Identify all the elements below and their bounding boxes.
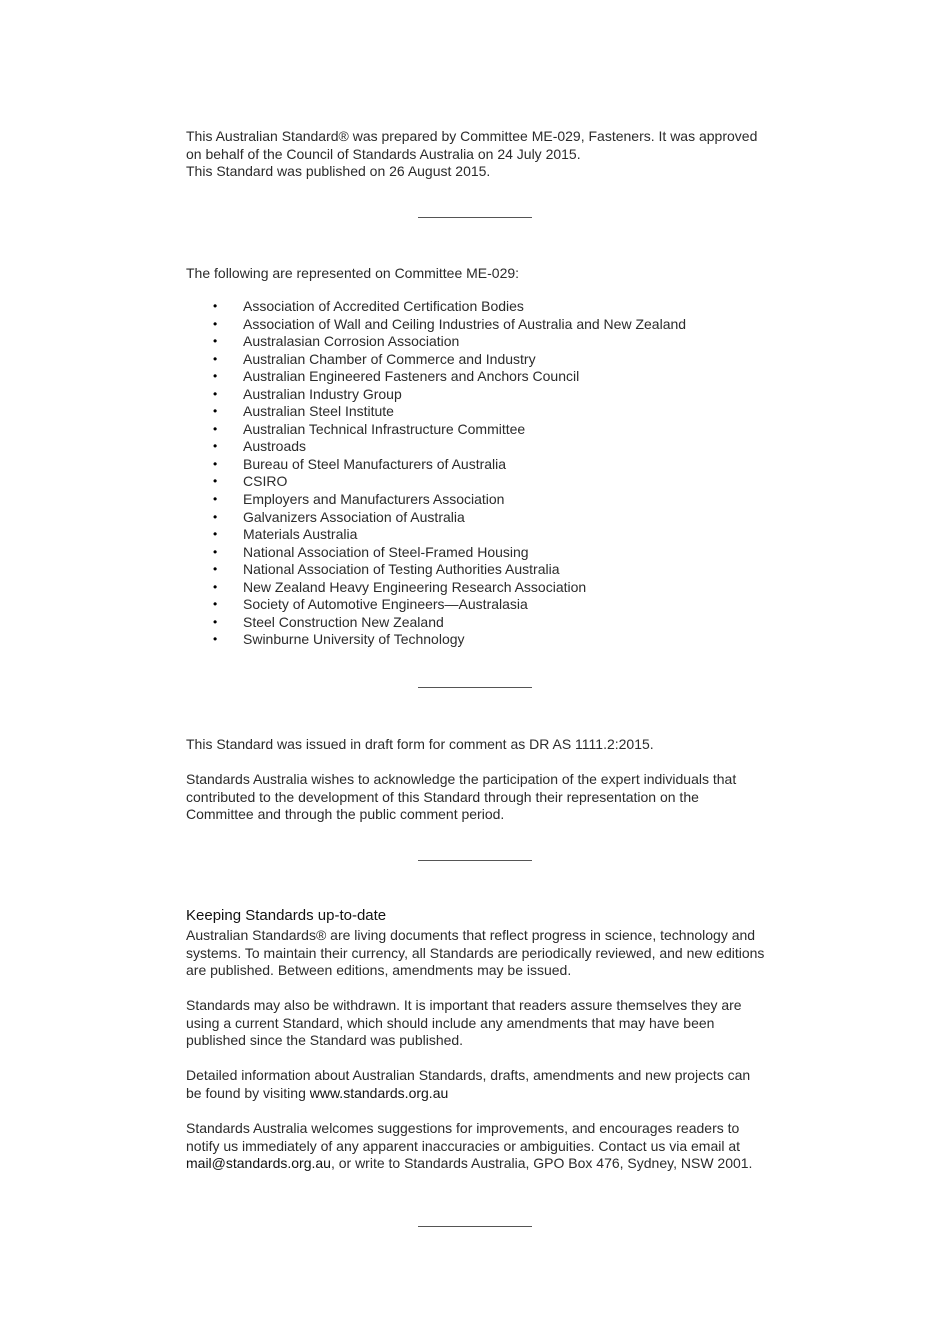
committee-member-item	[186, 614, 776, 632]
committee-member-name: Australian Chamber of Commerce and Industry	[243, 350, 536, 367]
bullet-icon: •	[213, 527, 218, 542]
ack-line-2: contributed to the development of this Standard through their representation on the	[186, 788, 699, 805]
committee-member-item	[186, 403, 776, 421]
section-divider-1	[418, 217, 532, 218]
bullet-icon: •	[213, 579, 218, 594]
committee-intro-text: The following are represented on Committee ME-029:	[186, 265, 520, 281]
draft-statement	[186, 736, 776, 754]
p2-line-1: Standards may also be withdrawn. It is important that readers assure themselves they are	[186, 997, 742, 1013]
bullet-icon: •	[213, 316, 218, 331]
p3-line-1: Detailed information about Australian Standards, drafts, amendments and new projects can	[186, 1067, 751, 1083]
committee-intro	[186, 265, 776, 283]
bullet-icon: •	[213, 456, 218, 471]
committee-member-item	[186, 421, 776, 439]
withdrawn-paragraph	[186, 997, 776, 1050]
committee-member-name: National Association of Steel-Framed Housing	[243, 543, 529, 560]
committee-members-list	[186, 298, 776, 649]
prep-line-2: on behalf of the Council of Standards Australia on 24 July 2015.	[186, 145, 581, 162]
bullet-icon: •	[213, 492, 218, 507]
committee-member-item	[186, 386, 776, 404]
committee-member-item	[186, 561, 776, 579]
committee-member-name: Austroads	[243, 438, 307, 455]
bullet-icon: •	[213, 614, 218, 629]
bullet-icon: •	[213, 299, 218, 313]
prep-line-1: This Australian Standard® was prepared by Committee ME-029, Fasteners. It was approved	[186, 128, 758, 144]
committee-member-name: Swinburne University of Technology	[243, 631, 465, 648]
acknowledgement-paragraph	[186, 771, 776, 824]
bullet-icon: •	[213, 509, 218, 524]
committee-member-item	[186, 631, 776, 649]
committee-member-item	[186, 579, 776, 597]
section-divider-2	[418, 687, 532, 688]
bullet-icon: •	[213, 544, 218, 559]
committee-member-name: Society of Automotive Engineers—Australasia	[243, 596, 528, 613]
contact-email-link[interactable]: mail@standards.org.au	[186, 1155, 331, 1171]
p1-line-1: Australian Standards® are living documents that reflect progress in science, technology and	[186, 927, 756, 943]
committee-member-name: Association of Wall and Ceiling Industries of Australia and New Zealand	[243, 315, 687, 332]
preparation-statement	[186, 128, 776, 181]
p3-line-2-text: be found by visiting	[186, 1084, 310, 1101]
standards-website-link[interactable]: www.standards.org.au	[309, 1084, 449, 1101]
committee-member-item	[186, 438, 776, 456]
ack-line-3: Committee and through the public comment period.	[186, 806, 505, 822]
bullet-icon: •	[213, 404, 218, 419]
committee-member-item	[186, 596, 776, 614]
committee-member-name: Australian Technical Infrastructure Committee	[243, 420, 526, 437]
committee-member-name: Australian Engineered Fasteners and Anchors Council	[243, 368, 580, 385]
bullet-icon: •	[213, 334, 218, 349]
prep-line-3: This Standard was published on 26 August 2015.	[186, 163, 491, 179]
bullet-icon: •	[213, 351, 218, 366]
committee-member-name: Association of Accredited Certification Bodies	[243, 298, 524, 314]
committee-member-name: Australian Industry Group	[243, 385, 402, 402]
section-divider-4	[418, 1226, 532, 1227]
bullet-icon: •	[213, 421, 218, 436]
committee-member-name: Australasian Corrosion Association	[243, 333, 460, 350]
committee-member-name: Galvanizers Association of Australia	[243, 508, 465, 525]
p4-line-3	[186, 1155, 776, 1173]
section-heading-keeping-up-to-date: Keeping Standards up-to-date	[186, 907, 387, 924]
committee-member-name: CSIRO	[243, 473, 288, 490]
p4-line-3-text: , or write to Standards Australia, GPO Box 476, Sydney, NSW 2001.	[330, 1155, 753, 1171]
p4-line-1: Standards Australia welcomes suggestions for improvements, and encourages readers to	[186, 1120, 740, 1136]
section-divider-3	[418, 860, 532, 861]
committee-member-name: Materials Australia	[243, 526, 358, 543]
detailed-info-paragraph	[186, 1067, 776, 1102]
p2-line-2: using a current Standard, which should include any amendments that may have been	[186, 1014, 715, 1031]
bullet-icon: •	[213, 386, 218, 401]
committee-member-item	[186, 526, 776, 544]
committee-member-item	[186, 456, 776, 474]
p1-line-3: are published. Between editions, amendments may be issued.	[186, 962, 572, 978]
bullet-icon: •	[213, 562, 218, 577]
committee-member-item	[186, 544, 776, 562]
bullet-icon: •	[213, 597, 218, 612]
committee-member-item	[186, 368, 776, 386]
committee-member-item	[186, 298, 776, 316]
committee-member-name: Steel Construction New Zealand	[243, 613, 444, 630]
committee-member-name: Bureau of Steel Manufacturers of Australia	[243, 455, 507, 472]
committee-member-item	[186, 491, 776, 509]
p3-line-2	[186, 1085, 776, 1103]
committee-member-name: National Association of Testing Authorities Australia	[243, 561, 560, 578]
committee-member-name: New Zealand Heavy Engineering Research Association	[243, 578, 587, 595]
p2-line-3: published since the Standard was published.	[186, 1032, 464, 1048]
draft-issued-text: This Standard was issued in draft form for comment as DR AS 1111.2:2015.	[186, 736, 654, 752]
suggestions-paragraph	[186, 1120, 776, 1173]
committee-member-item	[186, 316, 776, 334]
committee-member-item	[186, 333, 776, 351]
bullet-icon: •	[213, 474, 218, 489]
p4-line-2: notify us immediately of any apparent inaccuracies or ambiguities. Contact us via email at	[186, 1137, 741, 1154]
committee-member-item	[186, 473, 776, 491]
committee-member-name: Australian Steel Institute	[243, 403, 394, 420]
bullet-icon: •	[213, 439, 218, 454]
living-documents-paragraph	[186, 927, 776, 980]
bullet-icon: •	[213, 632, 218, 647]
committee-member-item	[186, 509, 776, 527]
committee-member-name: Employers and Manufacturers Association	[243, 491, 505, 508]
p1-line-2: systems. To maintain their currency, all Standards are periodically reviewed, and new editions	[186, 944, 765, 961]
bullet-icon: •	[213, 369, 218, 384]
committee-member-item	[186, 351, 776, 369]
ack-line-1: Standards Australia wishes to acknowledge the participation of the expert individuals that	[186, 771, 737, 787]
